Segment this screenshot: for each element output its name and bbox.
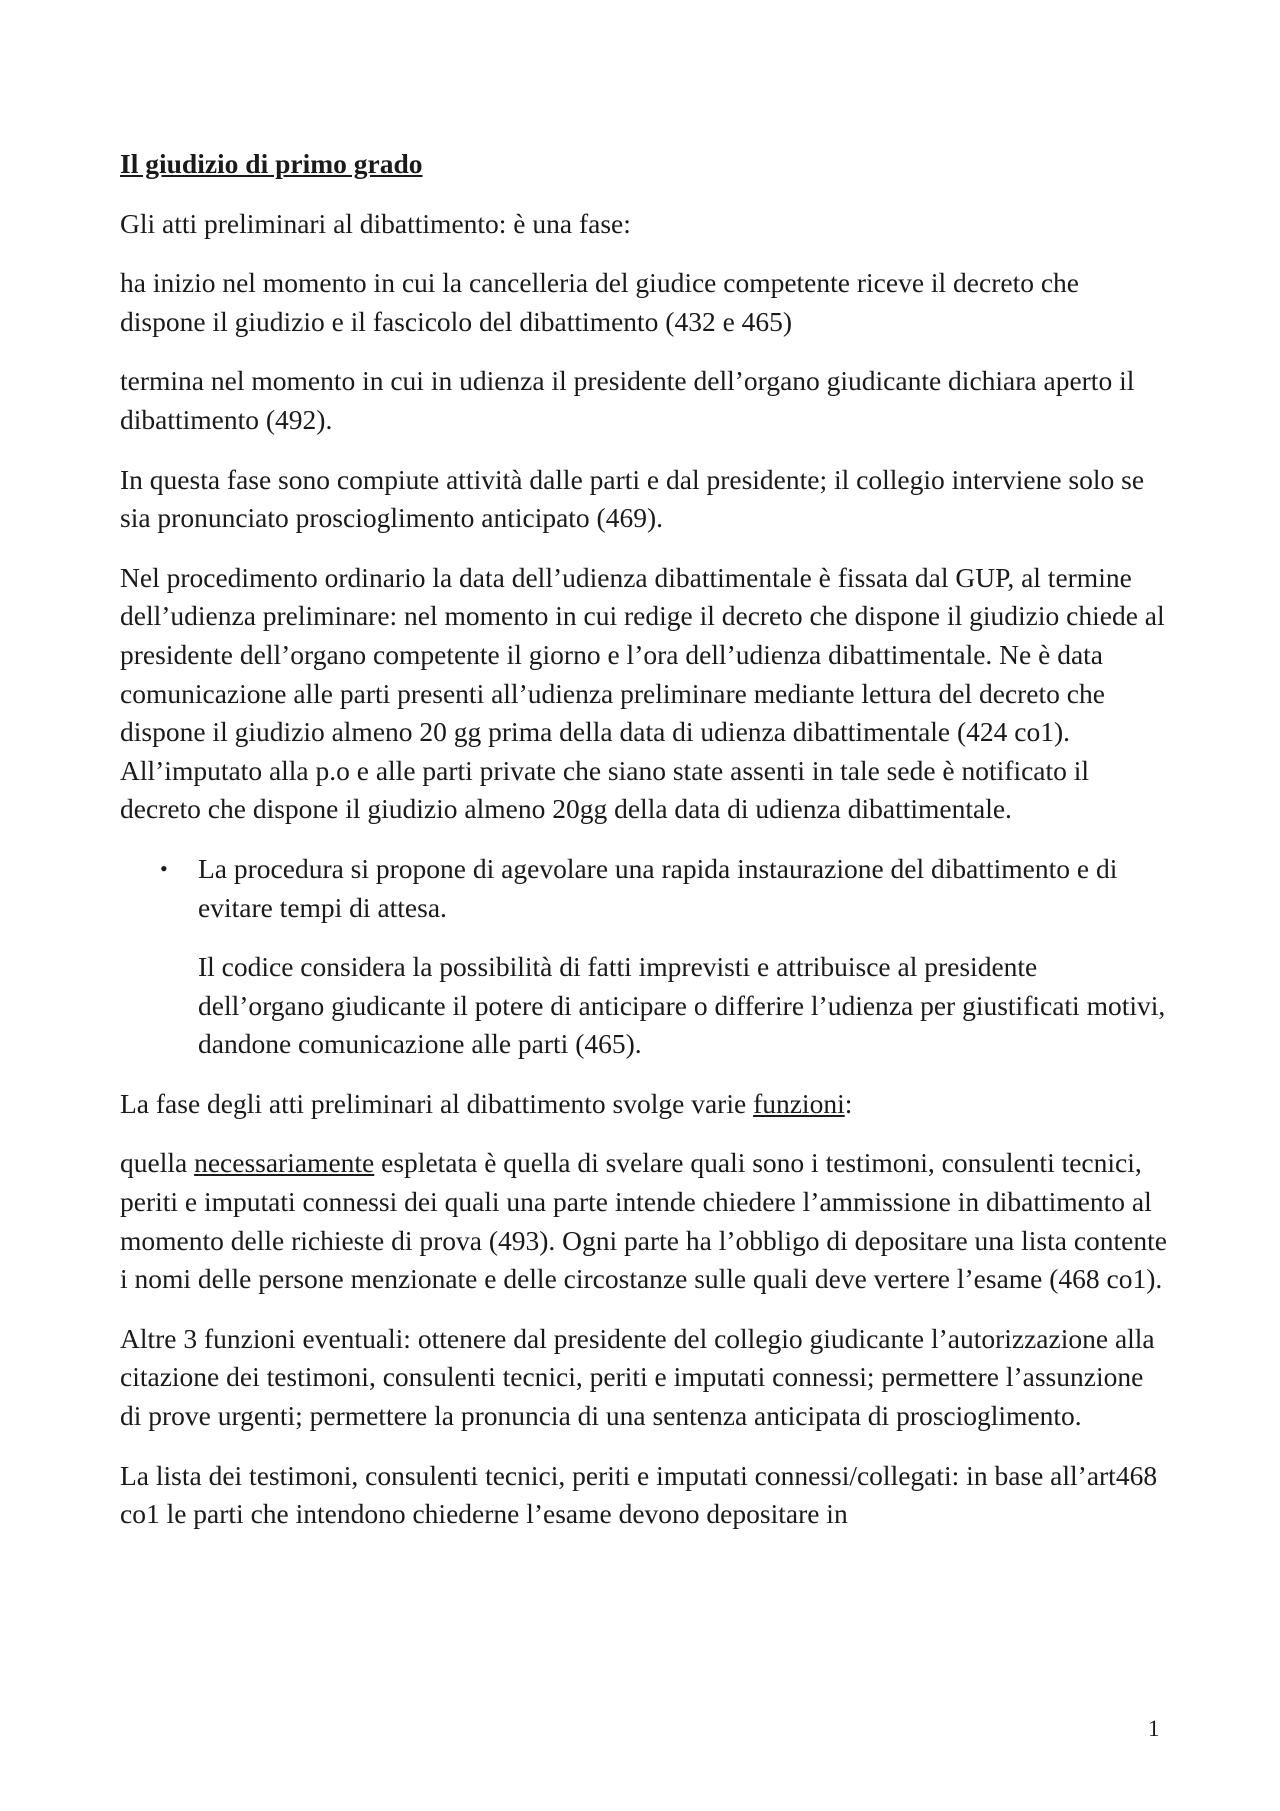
document-body xyxy=(120,145,1170,1555)
paragraph-termine: termina nel momento in cui in udienza il presidente dell’organo giudicante dichiara aperto il dibattimento (492). xyxy=(120,365,1135,435)
necessariamente-text-before: quella xyxy=(120,1147,195,1179)
paragraph-attivita: In questa fase sono compiute attività dalle parti e dal presidente; il collegio interviene solo se sia pronunciato proscioglimento anticipato (469). xyxy=(120,463,1145,534)
bullet-item-procedura xyxy=(120,850,1170,927)
paragraph-funzioni-eventuali: Altre 3 funzioni eventuali: ottenere dal presidente del collegio giudicante l’autorizzazione alla citazione dei testimoni, consulenti tecnici, periti e imputati connessi; permettere l’assunzione di prove urgenti; permettere la pronuncia di una sentenza anticipata di proscioglimento. xyxy=(120,1322,1155,1432)
funzioni-text-before: La fase degli atti preliminari al dibattimento svolge varie xyxy=(120,1087,754,1119)
paragraph-funzioni xyxy=(120,1085,1170,1124)
paragraph-codice: Il codice considera la possibilità di fatti imprevisti e attribuisce al presidente dell’organo giudicante il potere di anticipare o differire l’udienza per giustificati motivi, dandone comunicazione alle parti (465). xyxy=(198,951,1166,1060)
bullet-item-text: La procedura si propone di agevolare una rapida instaurazione del dibattimento e di evitare tempi di attesa. xyxy=(198,852,1118,923)
paragraph-necessariamente xyxy=(120,1144,1170,1298)
funzioni-underlined: funzioni xyxy=(753,1087,845,1119)
paragraph-procedimento-ordinario: Nel procedimento ordinario la data dell’udienza dibattimentale è fissata dal GUP, al termine dell’udienza preliminare: nel momento in cui redige il decreto che dispone il giudizio chiede al presidente dell’organo competente il giorno e l’ora dell’udienza dibattimentale. Ne è data comunicazione alle parti presenti all’udienza preliminare mediante lettura del decreto che dispone il giudizio almeno 20 gg prima della data di udienza dibattimentale (424 co1). All’imputato alla p.o e alle parti private che siano state assenti in tale sede è notificato il decreto che dispone il giudizio almeno 20gg della data di udienza dibattimentale. xyxy=(120,561,1165,825)
paragraph-lista-testimoni: La lista dei testimoni, consulenti tecnici, periti e imputati connessi/collegati: in base all’art468 co1 le parti che intendono chiederne l’esame devono depositare in xyxy=(120,1459,1158,1530)
bullet-icon: • xyxy=(160,855,168,881)
funzioni-text-after: : xyxy=(844,1087,853,1119)
necessariamente-text-after: espletata è quella di svelare quali sono i testimoni, consulenti tecnici, periti e imputati connessi dei quali una parte intende chiedere l’ammissione in dibattimento al momento delle richieste di prova (493). Ogni parte ha l’obbligo di depositare una lista contente i nomi delle persone menzionate e delle circostanze sulle quali deve vertere l’esame (468 co1). xyxy=(120,1147,1167,1295)
page-number: 1 xyxy=(1148,1716,1160,1741)
document-title: Il giudizio di primo grado xyxy=(120,148,423,179)
paragraph-intro: Gli atti preliminari al dibattimento: è una fase: xyxy=(120,207,631,239)
necessariamente-underlined: necessariamente xyxy=(194,1147,375,1179)
paragraph-inizio: ha inizio nel momento in cui la cancelleria del giudice competente riceve il decreto che dispone il giudizio e il fascicolo del dibattimento (432 e 465) xyxy=(120,267,1080,337)
